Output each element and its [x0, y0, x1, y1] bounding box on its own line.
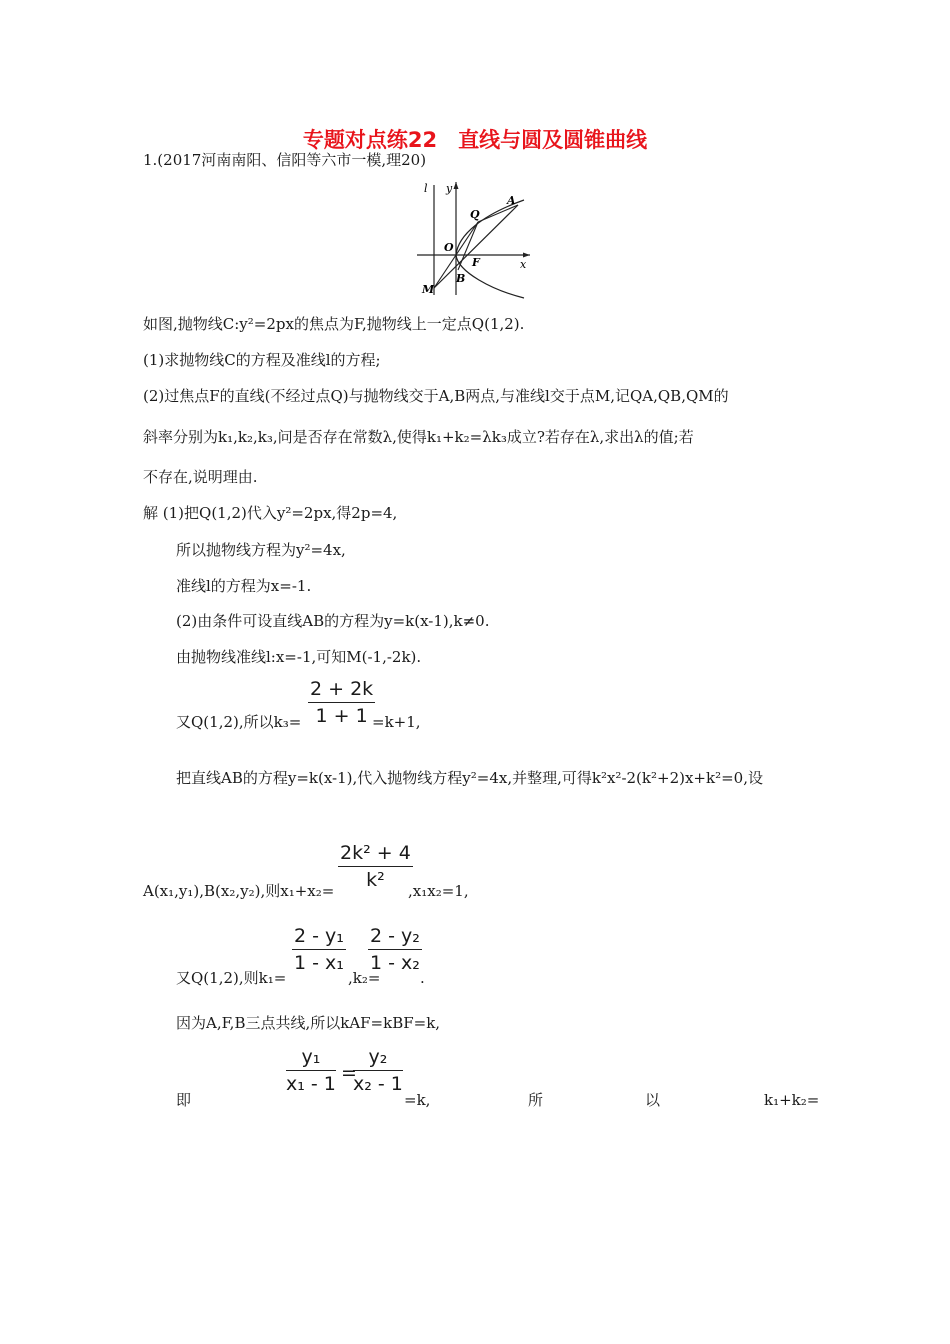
solution-k2-prefix: ,k₂= [348, 969, 381, 987]
solution-ji: 即 [176, 1091, 192, 1109]
solution-step4: (2)由条件可设直线AB的方程为y=k(x-1),k≠0. [176, 612, 490, 630]
fraction-sum [338, 842, 413, 891]
fraction-y1-numerator: y₁ [301, 1046, 321, 1068]
fraction-sum-denominator: k² [338, 866, 413, 891]
solution-step3: 准线l的方程为x=-1. [176, 577, 312, 595]
problem-part2-line2: 斜率分别为k₁,k₂,k₃,问是否存在常数λ,使得k₁+k₂=λk₃成立?若存在λ,求出λ的值;若 [143, 428, 694, 446]
solution-step5: 由抛物线准线l:x=-1,可知M(-1,-2k). [176, 648, 422, 666]
fraction-y2 [353, 1046, 403, 1095]
problem-source: 1.(2017河南南阳、信阳等六市一模,理20) [143, 151, 427, 169]
label-l: l [424, 182, 428, 195]
fraction-y1-denominator: x₁ - 1 [286, 1070, 336, 1095]
solution-step10: 因为A,F,B三点共线,所以kAF=kBF=k, [176, 1014, 441, 1032]
solution-step2: 所以抛物线方程为y²=4x, [176, 541, 346, 559]
fraction-k2-numerator: 2 - y₂ [370, 925, 420, 947]
fraction-sum-numerator: 2k² + 4 [340, 842, 411, 864]
x-axis-arrow [523, 253, 530, 258]
fraction-y2-denominator: x₂ - 1 [353, 1070, 403, 1095]
solution-sum-suffix: ,x₁x₂=1, [408, 882, 469, 900]
fraction-k3-denominator: 1 + 1 [308, 702, 375, 727]
equals-sign: = [341, 1062, 357, 1084]
solution-k3-prefix: 又Q(1,2),所以k₃= [176, 713, 302, 731]
parabola-lower [456, 255, 524, 298]
label-b: B [456, 272, 466, 285]
parabola-figure [412, 180, 532, 300]
fraction-k3 [308, 678, 375, 727]
label-f: F [472, 256, 480, 269]
solution-suo: 所 [528, 1091, 544, 1109]
label-y: y [446, 182, 453, 195]
fraction-k1-numerator: 2 - y₁ [294, 925, 344, 947]
problem-statement: 如图,抛物线C:y²=2px的焦点为F,抛物线上一定点Q(1,2). [143, 315, 525, 333]
fraction-y1 [286, 1046, 336, 1095]
solution-k3-suffix: =k+1, [372, 713, 421, 731]
solution-eq-k: =k, [404, 1091, 431, 1109]
fraction-k1-denominator: 1 - x₁ [292, 949, 346, 974]
solution-yi: 以 [645, 1091, 661, 1109]
label-m: M [422, 283, 435, 296]
fraction-k1 [292, 925, 346, 974]
page-title: 专题对点练22 直线与圆及圆锥曲线 [302, 128, 648, 152]
solution-k1-plus-k2: k₁+k₂= [764, 1091, 820, 1109]
label-q: Q [470, 208, 480, 221]
label-x: x [520, 258, 527, 271]
fraction-k3-numerator: 2 + 2k [310, 678, 374, 700]
y-axis-arrow [454, 182, 459, 189]
label-a: A [507, 194, 516, 207]
fraction-y2-numerator: y₂ [368, 1046, 388, 1068]
problem-part1: (1)求抛物线C的方程及准线l的方程; [143, 351, 381, 369]
solution-sum-prefix: A(x₁,y₁),B(x₂,y₂),则x₁+x₂= [143, 882, 335, 900]
solution-k2-suffix: . [420, 969, 425, 987]
solution-step7: 把直线AB的方程y=k(x-1),代入抛物线方程y²=4x,并整理,可得k²x²-2(k²+2)x+k²=0,设 [176, 769, 763, 787]
problem-part2-line1: (2)过焦点F的直线(不经过点Q)与抛物线交于A,B两点,与准线l交于点M,记QA,QB,QM的 [143, 387, 729, 405]
fraction-k2-denominator: 1 - x₂ [368, 949, 422, 974]
line-qa [478, 205, 518, 222]
fraction-k2 [368, 925, 422, 974]
solution-step1: 解 (1)把Q(1,2)代入y²=2px,得2p=4, [143, 504, 398, 522]
parabola-upper [456, 200, 524, 255]
label-o: O [444, 241, 454, 254]
solution-k1-prefix: 又Q(1,2),则k₁= [176, 969, 287, 987]
problem-part2-line3: 不存在,说明理由. [143, 468, 258, 486]
